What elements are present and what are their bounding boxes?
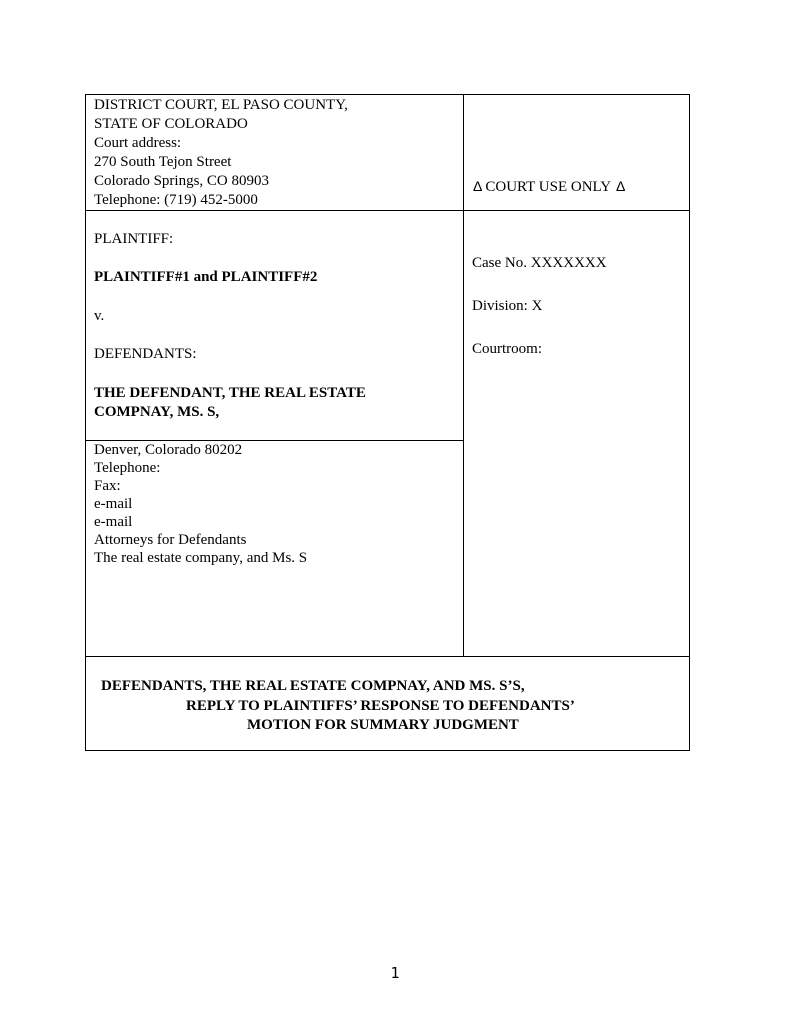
division: Division: X: [472, 298, 543, 314]
caption-table: [85, 94, 690, 751]
court-telephone: Telephone: (719) 452-5000: [94, 192, 258, 208]
column-divider: [463, 95, 464, 656]
title-line: MOTION FOR SUMMARY JUDGMENT: [247, 717, 519, 733]
courtroom: Courtroom:: [472, 341, 542, 357]
document-title: [86, 677, 689, 736]
court-state-line: STATE OF COLORADO: [94, 116, 248, 132]
plaintiffs-names: PLAINTIFF#1 and PLAINTIFF#2: [94, 269, 318, 285]
attorney-clients: The real estate company, and Ms. S: [94, 550, 308, 566]
court-use-text: COURT USE ONLY: [485, 179, 612, 195]
row-divider-title: [86, 656, 689, 657]
title-line: DEFENDANTS, THE REAL ESTATE COMPNAY, AND MS. S’S,: [101, 678, 525, 694]
court-city: Colorado Springs, CO 80903: [94, 173, 270, 189]
row-divider-court: [86, 210, 689, 211]
delta-icon: Δ: [473, 178, 483, 194]
attorney-email: e-mail: [94, 514, 133, 530]
versus: v.: [94, 308, 105, 324]
defendants-line: THE DEFENDANT, THE REAL ESTATE: [94, 385, 366, 401]
case-number: Case No. XXXXXXX: [472, 255, 607, 271]
page-number: 1: [390, 964, 400, 982]
title-line: REPLY TO PLAINTIFFS’ RESPONSE TO DEFENDANTS’: [186, 697, 575, 714]
attorney-fax: Fax:: [94, 478, 121, 494]
attorney-telephone: Telephone:: [94, 460, 161, 476]
attorney-role: Attorneys for Defendants: [94, 532, 247, 548]
defendants-names: [94, 384, 366, 422]
court-info: [94, 96, 348, 210]
court-street: 270 South Tejon Street: [94, 154, 232, 170]
court-address-label: Court address:: [94, 135, 182, 151]
attorney-info: [94, 441, 307, 567]
plaintiff-label: PLAINTIFF:: [94, 231, 174, 247]
court-use-only: [473, 177, 625, 197]
attorney-email: e-mail: [94, 496, 133, 512]
defendants-line: COMPNAY, MS. S,: [94, 404, 220, 420]
court-name-line: DISTRICT COURT, EL PASO COUNTY,: [94, 97, 348, 113]
defendants-label: DEFENDANTS:: [94, 346, 197, 362]
attorney-city: Denver, Colorado 80202: [94, 442, 243, 458]
delta-icon: Δ: [616, 178, 626, 194]
